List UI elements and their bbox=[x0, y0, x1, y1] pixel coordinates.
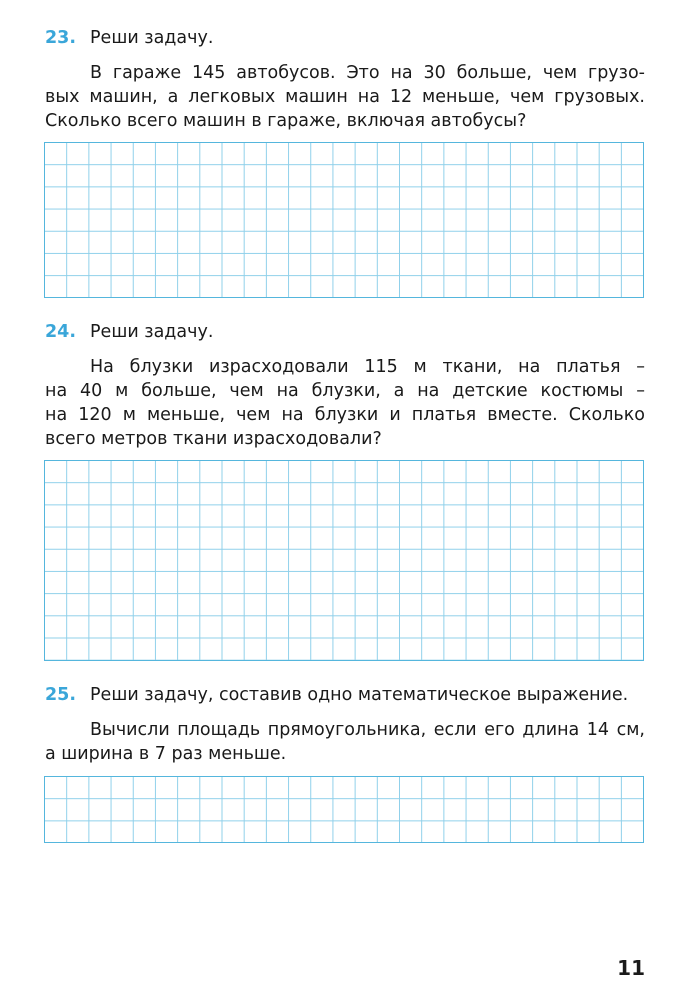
task-24-text-line: на 40 м больше, чем на блузки, а на детские костюмы – bbox=[45, 381, 645, 401]
task-23-text-line: вых машин, а легковых машин на 12 меньше, чем грузовых. bbox=[45, 87, 645, 107]
task-23-answer-grid[interactable] bbox=[44, 142, 644, 298]
task-25-instruction: Реши задачу, составив одно математическое выражение. bbox=[90, 685, 629, 705]
task-24-text-line: на 120 м меньше, чем на блузки и платья вместе. Сколько bbox=[45, 405, 645, 425]
task-25-answer-grid[interactable] bbox=[44, 776, 644, 843]
task-23-number: 23. bbox=[45, 28, 77, 48]
task-25-text-line: а ширина в 7 раз меньше. bbox=[45, 744, 287, 764]
task-24-number: 24. bbox=[45, 322, 77, 342]
task-24-answer-grid[interactable] bbox=[44, 460, 644, 661]
task-25-number: 25. bbox=[45, 685, 77, 705]
task-25-text-line: Вычисли площадь прямоугольника, если его длина 14 см, bbox=[90, 720, 645, 740]
task-23-text-line: Сколько всего машин в гараже, включая автобусы? bbox=[45, 111, 527, 131]
task-24-text-line: всего метров ткани израсходовали? bbox=[45, 429, 382, 449]
task-24-text-line: На блузки израсходовали 115 м ткани, на платья – bbox=[90, 357, 645, 377]
page-number: 11 bbox=[617, 956, 645, 980]
task-23-instruction: Реши задачу. bbox=[90, 28, 214, 48]
task-23-text-line: В гараже 145 автобусов. Это на 30 больше, чем грузо- bbox=[90, 63, 645, 83]
task-24-instruction: Реши задачу. bbox=[90, 322, 214, 342]
